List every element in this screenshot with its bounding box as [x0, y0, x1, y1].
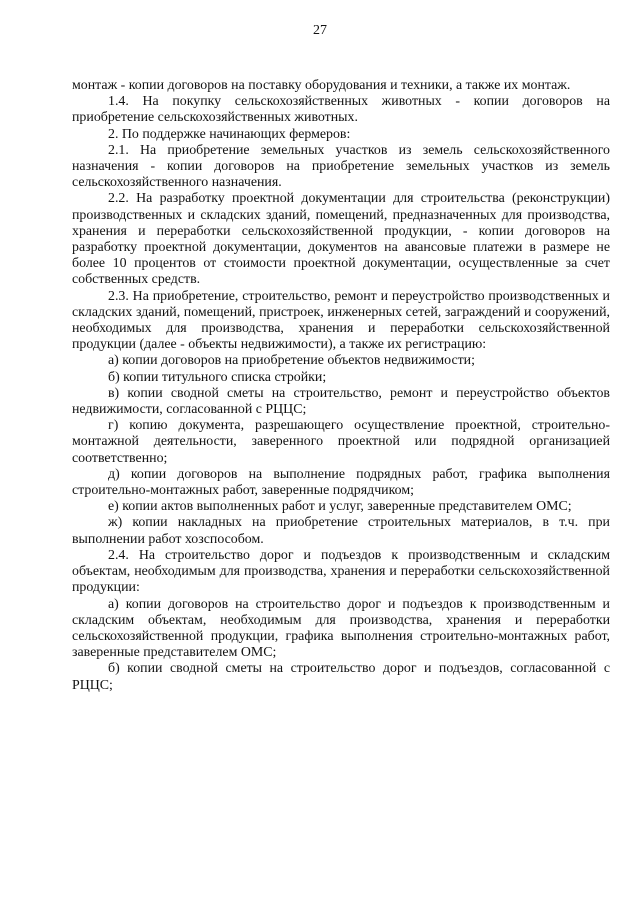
- paragraph-1-4: 1.4. На покупку сельскохозяйственных животных - копии договоров на приобретение сельскохозяйственных животных.: [72, 94, 610, 126]
- list-item-2-3-e: е) копии актов выполненных работ и услуг, заверенные представителем ОМС;: [108, 499, 572, 515]
- list-item-2-3-d: д) копии договоров на выполнение подрядных работ, графика выполнения строительно-монтажных работ, заверенные подрядчиком;: [72, 466, 610, 499]
- paragraph-2-heading: 2. По поддержке начинающих фермеров:: [108, 126, 351, 142]
- list-item-2-4-b: б) копии сводной сметы на строительство дорог и подъездов, согласованной с РЦЦС;: [72, 661, 610, 693]
- paragraph-2-2: 2.2. На разработку проектной документации для строительства (реконструкции) производственных и складских зданий, помещений, предназначенных для производства, хранения и переработки сельскохозяйственной продукции, - копии договоров на разработку проектной документации, документов на авансовые платежи в размере не более 10 процентов от стоимости проектной документации, осуществленные за счет собственных средств.: [72, 191, 610, 288]
- document-body: [72, 78, 610, 694]
- list-item-2-3-g: г) копию документа, разрешающего осуществление проектной, строительно-монтажной деятельности, заверенного проектной или подрядной организацией соответственно;: [72, 418, 610, 466]
- list-item-2-4-a: а) копии договоров на строительство дорог и подъездов к производственным и складским объектам, необходимым для производства, хранения и переработки сельскохозяйственной продукции, графика выполнения строительно-монтажных работ, заверенные представителем ОМС;: [72, 596, 610, 661]
- paragraph-2-4: 2.4. На строительство дорог и подъездов к производственным и складским объектам, необходимым для производства, хранения и переработки сельскохозяйственной продукции:: [72, 547, 610, 596]
- page-number: 27: [313, 23, 327, 38]
- list-item-2-3-v: в) копии сводной сметы на строительство, ремонт и переустройство объектов недвижимости, согласованной с РЦЦС;: [72, 385, 610, 418]
- paragraph-2-1: 2.1. На приобретение земельных участков из земель сельскохозяйственного назначения - копии договоров на приобретение земельных участков из земель сельскохозяйственного назначения.: [72, 142, 610, 191]
- list-item-2-3-b: б) копии титульного списка стройки;: [108, 369, 327, 385]
- paragraph-2-3: 2.3. На приобретение, строительство, ремонт и переустройство производственных и складских зданий, помещений, пристроек, инженерных сетей, заграждений и сооружений, необходимых для производства, хранения и переработки сельскохозяйственной продукции (далее - объекты недвижимости), а также их регистрацию:: [72, 288, 610, 353]
- list-item-2-3-a: а) копии договоров на приобретение объектов недвижимости;: [108, 353, 475, 369]
- paragraph-continuation: монтаж - копии договоров на поставку оборудования и техники, а также их монтаж.: [72, 78, 571, 93]
- list-item-2-3-zh: ж) копии накладных на приобретение строительных материалов, в т.ч. при выполнении работ хозспособом.: [72, 515, 610, 547]
